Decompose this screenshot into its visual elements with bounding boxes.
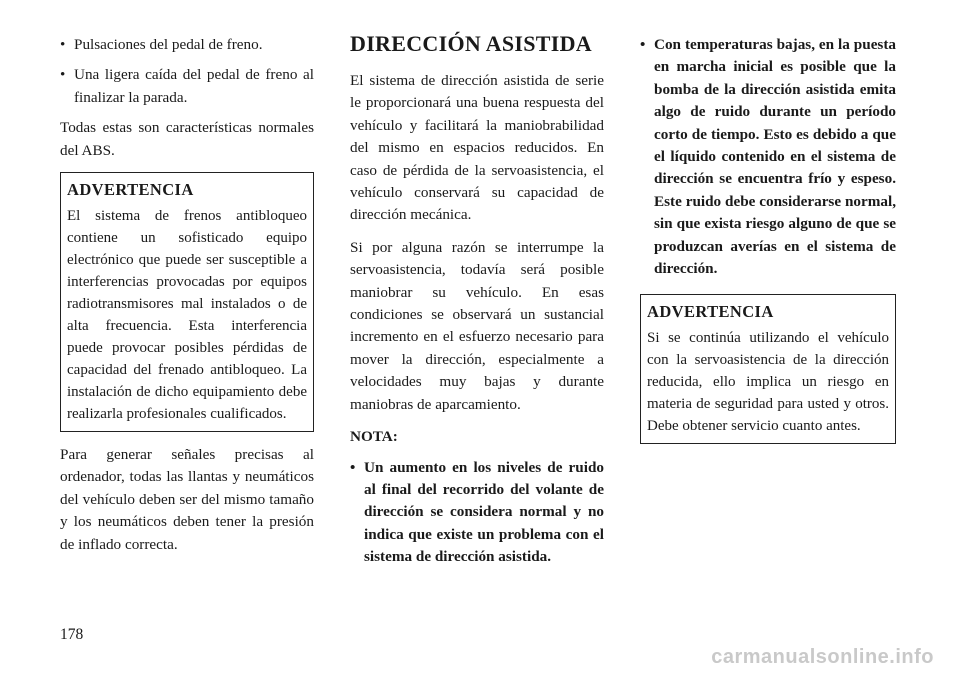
abs-normal-paragraph: Todas estas son características normales del ABS.: [60, 119, 314, 159]
page-number: 178: [60, 626, 84, 643]
right-column: [640, 34, 896, 456]
section-heading: DIRECCIÓN ASISTIDA: [350, 31, 592, 56]
warning-box-steering: [640, 294, 896, 444]
note-label: NOTA:: [350, 428, 398, 446]
warning-text: Si se continúa utilizando el vehículo con la servoasistencia de la dirección reducida, ello implica un riesgo en materia de seguridad para usted y otros. Debe obtener servicio cuanto antes.: [647, 330, 889, 435]
warning-box-abs: [60, 172, 314, 432]
tire-signal-paragraph: Para generar señales precisas al ordenador, todas las llantas y neumáticos del vehículo deben ser del mismo tamaño y los neumáticos deben tener la presión de inflado correcta.: [60, 446, 314, 553]
watermark: carmanualsonline.info: [711, 646, 934, 668]
power-steering-paragraph-2: Si por alguna razón se interrumpe la servoasistencia, todavía será posible maniobrar su vehículo. En esas condiciones se observará un sustancial incremento en el esfuerzo necesario para mover la dirección, especialmente a velocidades muy bajas y durante maniobras de aparcamiento.: [350, 238, 604, 413]
list-item: • Una ligera caída del pedal de freno al finalizar la parada.: [60, 64, 314, 109]
power-steering-paragraph-1: El sistema de dirección asistida de serie le proporcionará una buena respuesta del vehículo y facilitará la maniobrabilidad del mismo en espacios reducidos. En caso de pérdida de la servoasistencia, el vehículo conservará su capacidad de dirección mecánica.: [350, 72, 604, 224]
brake-symptoms-list: [60, 34, 314, 109]
left-column: [60, 34, 314, 566]
middle-column: [350, 30, 604, 577]
warning-title: ADVERTENCIA: [647, 302, 774, 322]
list-item: • Con temperaturas bajas, en la puesta en marcha inicial es posible que la bomba de la dirección asistida emita algo de ruido durante un período corto de tiempo. Esto es debido a que el líquido contenido en el sistema de dirección se encuentra frío y espeso. Este ruido debe considerarse normal, sin que exista riesgo alguno de que se produzcan averías en el sistema de dirección.: [640, 34, 896, 280]
warning-title: ADVERTENCIA: [67, 180, 194, 200]
warning-text: El sistema de frenos antibloqueo contiene un sofisticado equipo electrónico que puede ser susceptible a interferencias provocadas por equipos radiotransmisores mal instalados o de alta frecuencia. Esta interferencia puede provocar posibles pérdidas de capacidad del frenado antibloqueo. La instalación de dicho equipamiento debe realizarla profesionales cualificados.: [67, 208, 307, 423]
list-item: • Pulsaciones del pedal de freno.: [60, 34, 314, 56]
list-item: • Un aumento en los niveles de ruido al final del recorrido del volante de dirección se considera normal y no indica que existe un problema con el sistema de dirección asistida.: [350, 457, 604, 569]
note-list: [350, 457, 604, 569]
cold-temp-list: [640, 34, 896, 280]
